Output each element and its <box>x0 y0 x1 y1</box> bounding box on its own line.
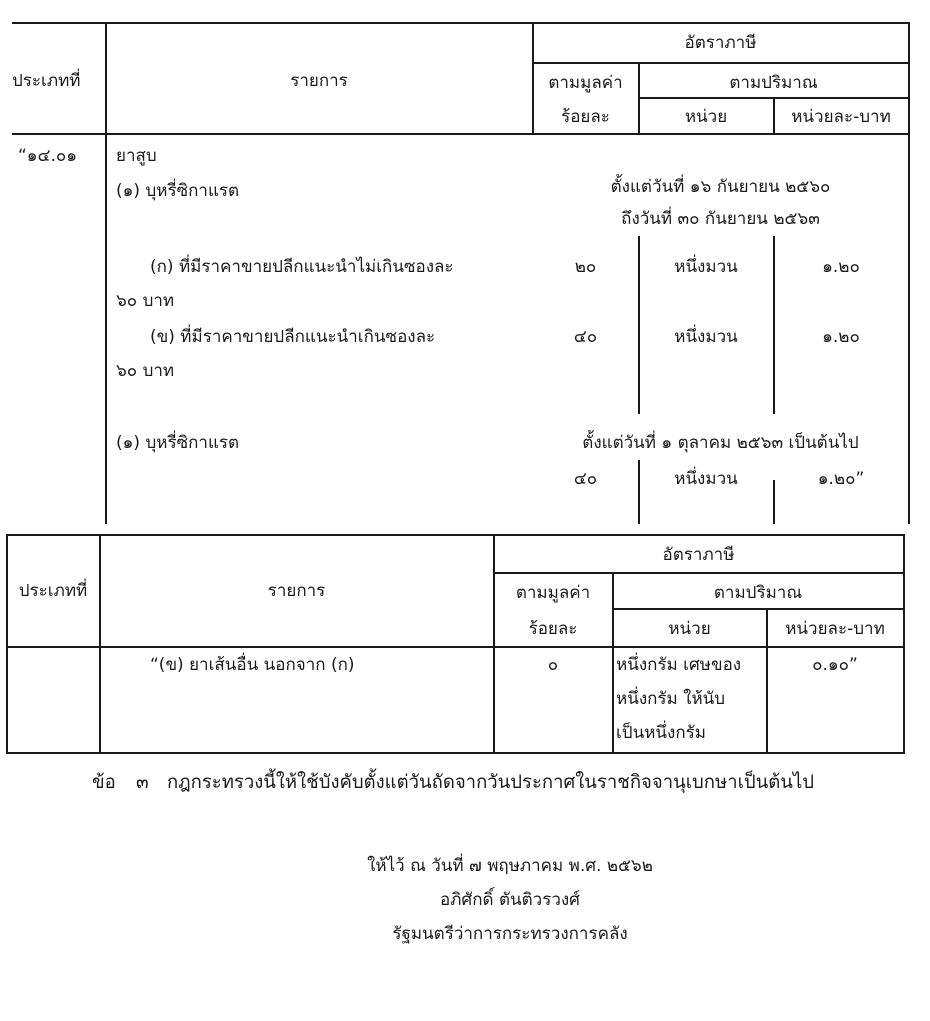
table-1-rate-divider <box>532 62 910 64</box>
table-2-percent: ๐ <box>547 655 559 675</box>
table-1-by-quantity-header: ตามปริมาณ <box>729 73 818 93</box>
table-1-unit-header: หน่วย <box>684 107 728 127</box>
table-1-sub-a-line-1: (ก) ที่มีราคาขายปลีกแนะนำไม่เกินซองละ <box>150 257 454 277</box>
table-1-period-2-unit: หนึ่งมวน <box>674 469 738 489</box>
table-2-rate-header: อัตราภาษี <box>662 545 735 565</box>
table-2-per-unit-header: หน่วยละ-บาท <box>785 619 885 639</box>
table-1-sub-a-percent: ๒๐ <box>574 257 597 277</box>
table-2-rate-divider <box>493 572 905 574</box>
table-2-bottom-border <box>6 752 905 754</box>
table-1-right-border <box>908 22 910 524</box>
table-1-type-header: ประเภทที่ <box>12 71 81 91</box>
table-1-by-value-subheader: ร้อยละ <box>561 107 610 127</box>
table-1-sub-b-rate: ๑.๒๐ <box>822 327 860 347</box>
signature-name: อภิศักดิ์ ตันติวรวงศ์ <box>440 890 580 910</box>
table-1-period-2-percent: ๔๐ <box>573 469 598 489</box>
table-1-code: “๑๔.๐๑ <box>18 146 78 166</box>
table-1-sub-b-unit: หนึ่งมวน <box>674 327 738 347</box>
table-1-sub-b-line-2: ๖๐ บาท <box>116 361 175 381</box>
table-1-sub-b-percent: ๔๐ <box>573 327 598 347</box>
table-2-right-border <box>903 534 905 753</box>
table-2-top-border <box>6 534 905 536</box>
table-1-sub-a-line-2: ๖๐ บาท <box>116 291 175 311</box>
clause-text: กฎกระทรวงนี้ให้ใช้บังคับตั้งแต่วันถัดจากวันประกาศในราชกิจจานุเบกษาเป็นต้นไป <box>167 772 815 793</box>
table-2-item: “(ข) ยาเส้นอื่น นอกจาก (ก) <box>150 655 355 675</box>
table-1-sub-b-line-1: (ข) ที่มีราคาขายปลีกแนะนำเกินซองละ <box>150 327 436 347</box>
table-2-unit-line-1: หนึ่งกรัม เศษของ <box>616 655 742 675</box>
table-2-col-divider-2 <box>493 534 495 753</box>
table-1-item-header: รายการ <box>290 71 348 91</box>
table-1-by-value-header: ตามมูลค่า <box>548 73 623 93</box>
table-2-type-header: ประเภทที่ <box>18 581 88 601</box>
table-1-period-2-line-1: ตั้งแต่วันที่ ๑ ตุลาคม ๒๕๖๓ เป็นต้นไป <box>582 433 859 453</box>
table-2-unit-header: หน่วย <box>668 619 711 639</box>
table-2-rate: ๐.๑๐” <box>812 655 858 675</box>
signature-position: รัฐมนตรีว่าการกระทรวงการคลัง <box>392 924 628 944</box>
table-2-quantity-divider <box>612 608 905 610</box>
table-2-left-border <box>6 534 8 753</box>
table-2-unit-line-2: หนึ่งกรัม ให้นับ <box>616 689 726 709</box>
table-1-period-1-line-2: ถึงวันที่ ๓๐ กันยายน ๒๕๖๓ <box>621 209 820 229</box>
table-1-sub-a-rate: ๑.๒๐ <box>822 257 860 277</box>
table-1-rate-header: อัตราภาษี <box>684 33 757 53</box>
table-2-unit-line-3: เป็นหนึ่งกรัม <box>616 723 706 743</box>
table-1-per-unit-header: หน่วยละ-บาท <box>791 107 891 127</box>
table-1-top-border <box>12 22 910 24</box>
table-1-col-divider-1 <box>105 22 107 524</box>
table-1-sub-a-unit: หนึ่งมวน <box>674 257 738 277</box>
table-2-by-value-header: ตามมูลค่า <box>515 583 591 603</box>
table-1-period-1-line-1: ตั้งแต่วันที่ ๑๖ กันยายน ๒๕๖๐ <box>610 177 831 197</box>
clause-label: ข้อ <box>92 772 116 793</box>
table-2-item-header: รายการ <box>267 581 326 601</box>
signature-date: ให้ไว้ ณ วันที่ ๗ พฤษภาคม พ.ศ. ๒๕๖๒ <box>367 856 653 876</box>
table-1-period-2-rate: ๑.๒๐” <box>817 469 865 489</box>
table-2-col-divider-1 <box>99 534 101 753</box>
table-1-item-title: ยาสูบ <box>116 146 157 166</box>
table-2-by-value-subheader: ร้อยละ <box>528 619 578 639</box>
table-2-by-quantity-header: ตามปริมาณ <box>713 583 803 603</box>
clause-number: ๓ <box>136 772 149 793</box>
table-1-item-2-label: (๑) บุหรี่ซิกาแรต <box>116 433 240 453</box>
table-2-header-bottom <box>6 646 905 648</box>
table-1-item-1-label: (๑) บุหรี่ซิกาแรต <box>116 181 240 201</box>
table-1-header-bottom <box>12 133 910 135</box>
